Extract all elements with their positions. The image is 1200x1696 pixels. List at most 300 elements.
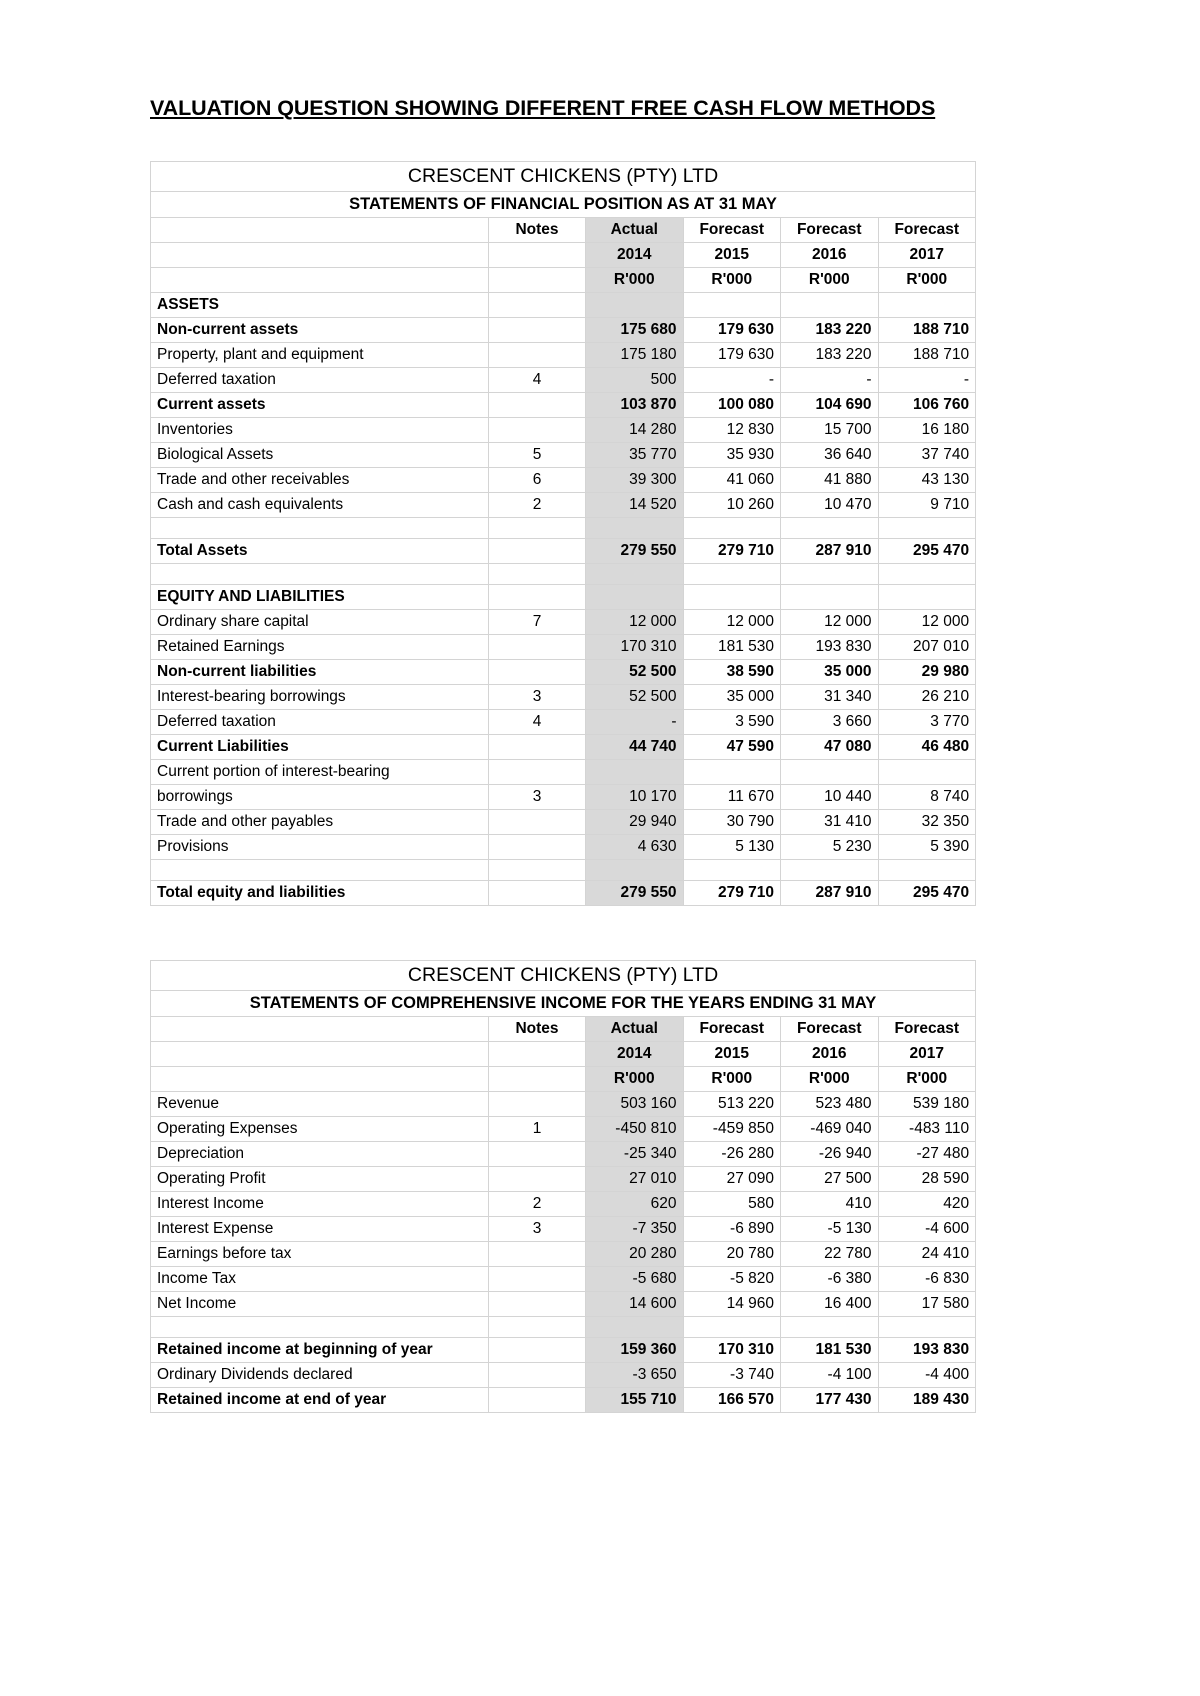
soci-row-notes xyxy=(489,1242,586,1267)
sofp-row-label: ASSETS xyxy=(151,293,489,318)
table-row xyxy=(151,710,976,735)
sofp-cell-2017 xyxy=(878,293,976,318)
soci-cell-2015 xyxy=(683,1317,781,1338)
sofp-cell-2014: - xyxy=(586,710,684,735)
sofp-cell-2014 xyxy=(586,293,684,318)
soci-row-label: Depreciation xyxy=(151,1142,489,1167)
soci-cell-2016: 22 780 xyxy=(781,1242,879,1267)
table-row xyxy=(151,1242,976,1267)
sofp-row-notes xyxy=(489,760,586,785)
sofp-cell-2014 xyxy=(586,518,684,539)
soci-cell-2017: -483 110 xyxy=(878,1117,976,1142)
sofp-cell-2015: 35 930 xyxy=(683,443,781,468)
soci-cell-2016: -4 100 xyxy=(781,1363,879,1388)
table-row xyxy=(151,1092,976,1117)
sofp-cell-2016 xyxy=(781,564,879,585)
sofp-header-col2-year: 2015 xyxy=(683,243,781,268)
soci-cell-2016: -469 040 xyxy=(781,1117,879,1142)
sofp-cell-2014: 4 630 xyxy=(586,835,684,860)
soci-cell-2014: 620 xyxy=(586,1192,684,1217)
sofp-row-notes xyxy=(489,564,586,585)
sofp-row-label: Property, plant and equipment xyxy=(151,343,489,368)
soci-cell-2014: -450 810 xyxy=(586,1117,684,1142)
sofp-row-notes: 5 xyxy=(489,443,586,468)
sofp-cell-2017: 29 980 xyxy=(878,660,976,685)
statement-of-comprehensive-income-table xyxy=(150,960,976,1413)
sofp-row-notes xyxy=(489,860,586,881)
soci-header-kind-row xyxy=(151,1017,976,1042)
sofp-cell-2015 xyxy=(683,564,781,585)
sofp-header-col3-year: 2016 xyxy=(781,243,879,268)
soci-cell-2017: -27 480 xyxy=(878,1142,976,1167)
sofp-cell-2014 xyxy=(586,564,684,585)
sofp-cell-2017: 16 180 xyxy=(878,418,976,443)
sofp-cell-2015: 279 710 xyxy=(683,881,781,906)
sofp-cell-2015: 12 830 xyxy=(683,418,781,443)
sofp-row-notes xyxy=(489,881,586,906)
soci-row-notes xyxy=(489,1267,586,1292)
sofp-row-label: Trade and other payables xyxy=(151,810,489,835)
sofp-row-label: Total equity and liabilities xyxy=(151,881,489,906)
sofp-cell-2016: 287 910 xyxy=(781,881,879,906)
soci-cell-2015: 170 310 xyxy=(683,1338,781,1363)
soci-cell-2016: 16 400 xyxy=(781,1292,879,1317)
sofp-header-blank xyxy=(489,268,586,293)
sofp-row-notes xyxy=(489,635,586,660)
soci-cell-2014: 159 360 xyxy=(586,1338,684,1363)
sofp-cell-2015: 279 710 xyxy=(683,539,781,564)
sofp-cell-2015: 41 060 xyxy=(683,468,781,493)
soci-cell-2014: 155 710 xyxy=(586,1388,684,1413)
table-row xyxy=(151,1338,976,1363)
sofp-cell-2015: 100 080 xyxy=(683,393,781,418)
soci-cell-2016: 177 430 xyxy=(781,1388,879,1413)
sofp-row-notes xyxy=(489,293,586,318)
sofp-header-units-row xyxy=(151,268,976,293)
table-row xyxy=(151,418,976,443)
soci-cell-2016: 27 500 xyxy=(781,1167,879,1192)
table-row xyxy=(151,1363,976,1388)
sofp-header-col4-year: 2017 xyxy=(878,243,976,268)
soci-cell-2014: 503 160 xyxy=(586,1092,684,1117)
sofp-cell-2017: 5 390 xyxy=(878,835,976,860)
sofp-cell-2016: - xyxy=(781,368,879,393)
table-row xyxy=(151,293,976,318)
soci-cell-2014: -25 340 xyxy=(586,1142,684,1167)
sofp-header-col2-kind: Forecast xyxy=(683,218,781,243)
sofp-cell-2017: 106 760 xyxy=(878,393,976,418)
sofp-header-col2-units: R'000 xyxy=(683,268,781,293)
soci-cell-2015: 580 xyxy=(683,1192,781,1217)
soci-cell-2017: 189 430 xyxy=(878,1388,976,1413)
sofp-cell-2015 xyxy=(683,585,781,610)
sofp-cell-2016 xyxy=(781,293,879,318)
soci-row-label xyxy=(151,1317,489,1338)
sofp-cell-2014: 175 680 xyxy=(586,318,684,343)
sofp-cell-2016: 104 690 xyxy=(781,393,879,418)
soci-subtitle-row xyxy=(151,991,976,1017)
soci-cell-2017: 17 580 xyxy=(878,1292,976,1317)
sofp-cell-2017: 295 470 xyxy=(878,881,976,906)
sofp-header-col1-year: 2014 xyxy=(586,243,684,268)
table-row xyxy=(151,1267,976,1292)
sofp-cell-2016 xyxy=(781,860,879,881)
sofp-cell-2017: 12 000 xyxy=(878,610,976,635)
sofp-cell-2016: 35 000 xyxy=(781,660,879,685)
sofp-cell-2016: 5 230 xyxy=(781,835,879,860)
sofp-cell-2016: 10 470 xyxy=(781,493,879,518)
soci-header-col2-year: 2015 xyxy=(683,1042,781,1067)
soci-header-blank xyxy=(489,1067,586,1092)
sofp-row-label: Cash and cash equivalents xyxy=(151,493,489,518)
sofp-cell-2014 xyxy=(586,760,684,785)
soci-cell-2017: 420 xyxy=(878,1192,976,1217)
sofp-cell-2015: 12 000 xyxy=(683,610,781,635)
sofp-cell-2016: 183 220 xyxy=(781,343,879,368)
sofp-row-label: Provisions xyxy=(151,835,489,860)
soci-header-blank xyxy=(151,1042,489,1067)
sofp-row-label xyxy=(151,860,489,881)
sofp-row-notes: 4 xyxy=(489,368,586,393)
sofp-cell-2017: 43 130 xyxy=(878,468,976,493)
soci-header-notes: Notes xyxy=(489,1017,586,1042)
sofp-cell-2017: 8 740 xyxy=(878,785,976,810)
sofp-subtitle-row xyxy=(151,192,976,218)
sofp-header-blank xyxy=(151,268,489,293)
table-row xyxy=(151,318,976,343)
sofp-cell-2017: 3 770 xyxy=(878,710,976,735)
sofp-cell-2017 xyxy=(878,518,976,539)
sofp-row-notes: 2 xyxy=(489,493,586,518)
soci-row-label: Income Tax xyxy=(151,1267,489,1292)
sofp-cell-2014 xyxy=(586,585,684,610)
sofp-cell-2015: - xyxy=(683,368,781,393)
soci-cell-2017: -6 830 xyxy=(878,1267,976,1292)
sofp-header-col4-kind: Forecast xyxy=(878,218,976,243)
table-row xyxy=(151,518,976,539)
soci-cell-2015: -26 280 xyxy=(683,1142,781,1167)
table-row xyxy=(151,760,976,785)
soci-row-label: Operating Expenses xyxy=(151,1117,489,1142)
sofp-row-notes xyxy=(489,418,586,443)
table-row xyxy=(151,735,976,760)
soci-cell-2017: 24 410 xyxy=(878,1242,976,1267)
sofp-row-notes xyxy=(489,835,586,860)
soci-title-row xyxy=(151,961,976,991)
table-row xyxy=(151,635,976,660)
table-row xyxy=(151,1167,976,1192)
sofp-header-kind-row xyxy=(151,218,976,243)
sofp-header-col1-units: R'000 xyxy=(586,268,684,293)
sofp-row-label: Inventories xyxy=(151,418,489,443)
soci-header-col2-kind: Forecast xyxy=(683,1017,781,1042)
table-row xyxy=(151,810,976,835)
table-row xyxy=(151,835,976,860)
sofp-row-label xyxy=(151,564,489,585)
soci-cell-2016: -5 130 xyxy=(781,1217,879,1242)
table-row xyxy=(151,443,976,468)
sofp-cell-2014: 35 770 xyxy=(586,443,684,468)
sofp-cell-2015: 179 630 xyxy=(683,318,781,343)
sofp-cell-2016: 183 220 xyxy=(781,318,879,343)
sofp-cell-2014: 500 xyxy=(586,368,684,393)
sofp-header-blank xyxy=(151,243,489,268)
soci-cell-2015: 20 780 xyxy=(683,1242,781,1267)
sofp-row-notes xyxy=(489,810,586,835)
sofp-cell-2015: 10 260 xyxy=(683,493,781,518)
sofp-row-label: Retained Earnings xyxy=(151,635,489,660)
sofp-cell-2014: 14 520 xyxy=(586,493,684,518)
sofp-cell-2017 xyxy=(878,860,976,881)
soci-cell-2015: -6 890 xyxy=(683,1217,781,1242)
table-row xyxy=(151,1217,976,1242)
sofp-cell-2015: 30 790 xyxy=(683,810,781,835)
soci-header-col4-kind: Forecast xyxy=(878,1017,976,1042)
table-row xyxy=(151,1388,976,1413)
soci-cell-2014: 27 010 xyxy=(586,1167,684,1192)
sofp-cell-2015: 11 670 xyxy=(683,785,781,810)
sofp-cell-2014: 14 280 xyxy=(586,418,684,443)
sofp-row-label: borrowings xyxy=(151,785,489,810)
table-row xyxy=(151,860,976,881)
sofp-cell-2017: 32 350 xyxy=(878,810,976,835)
soci-header-col3-kind: Forecast xyxy=(781,1017,879,1042)
soci-header-col3-year: 2016 xyxy=(781,1042,879,1067)
soci-cell-2014: 20 280 xyxy=(586,1242,684,1267)
sofp-cell-2017: 188 710 xyxy=(878,343,976,368)
soci-cell-2016: -26 940 xyxy=(781,1142,879,1167)
sofp-cell-2014: 12 000 xyxy=(586,610,684,635)
sofp-row-label: Non-current assets xyxy=(151,318,489,343)
soci-header-col2-units: R'000 xyxy=(683,1067,781,1092)
soci-header-col1-year: 2014 xyxy=(586,1042,684,1067)
sofp-cell-2015: 47 590 xyxy=(683,735,781,760)
soci-row-notes xyxy=(489,1363,586,1388)
sofp-cell-2015: 5 130 xyxy=(683,835,781,860)
soci-row-notes xyxy=(489,1317,586,1338)
sofp-cell-2017: 37 740 xyxy=(878,443,976,468)
sofp-cell-2015 xyxy=(683,860,781,881)
soci-row-notes: 3 xyxy=(489,1217,586,1242)
sofp-cell-2016: 15 700 xyxy=(781,418,879,443)
sofp-row-label: Current Liabilities xyxy=(151,735,489,760)
soci-header-blank xyxy=(151,1017,489,1042)
soci-cell-2014: -3 650 xyxy=(586,1363,684,1388)
soci-cell-2017: 28 590 xyxy=(878,1167,976,1192)
soci-cell-2015: -5 820 xyxy=(683,1267,781,1292)
sofp-cell-2016: 3 660 xyxy=(781,710,879,735)
soci-row-notes xyxy=(489,1388,586,1413)
soci-row-notes xyxy=(489,1338,586,1363)
table-row xyxy=(151,785,976,810)
section-gap xyxy=(150,906,1050,960)
sofp-row-notes: 4 xyxy=(489,710,586,735)
sofp-row-label: EQUITY AND LIABILITIES xyxy=(151,585,489,610)
soci-row-label: Revenue xyxy=(151,1092,489,1117)
sofp-row-notes xyxy=(489,585,586,610)
sofp-cell-2016 xyxy=(781,585,879,610)
soci-cell-2016 xyxy=(781,1317,879,1338)
sofp-row-notes: 3 xyxy=(489,785,586,810)
sofp-header-col3-kind: Forecast xyxy=(781,218,879,243)
sofp-cell-2016: 287 910 xyxy=(781,539,879,564)
soci-cell-2014: -5 680 xyxy=(586,1267,684,1292)
soci-row-notes xyxy=(489,1092,586,1117)
sofp-cell-2016: 47 080 xyxy=(781,735,879,760)
table-row xyxy=(151,1317,976,1338)
sofp-row-notes xyxy=(489,393,586,418)
sofp-row-label: Current assets xyxy=(151,393,489,418)
sofp-row-label: Non-current liabilities xyxy=(151,660,489,685)
soci-cell-2015: -3 740 xyxy=(683,1363,781,1388)
sofp-cell-2015: 35 000 xyxy=(683,685,781,710)
table-row xyxy=(151,1292,976,1317)
sofp-row-notes: 3 xyxy=(489,685,586,710)
table-row xyxy=(151,881,976,906)
soci-cell-2015: 27 090 xyxy=(683,1167,781,1192)
sofp-cell-2014: 29 940 xyxy=(586,810,684,835)
sofp-cell-2015 xyxy=(683,760,781,785)
table-row xyxy=(151,343,976,368)
soci-row-notes xyxy=(489,1142,586,1167)
sofp-row-label: Interest-bearing borrowings xyxy=(151,685,489,710)
sofp-cell-2017 xyxy=(878,564,976,585)
sofp-row-notes xyxy=(489,343,586,368)
soci-header-blank xyxy=(151,1067,489,1092)
sofp-header-col1-kind: Actual xyxy=(586,218,684,243)
soci-row-notes xyxy=(489,1292,586,1317)
sofp-cell-2016: 36 640 xyxy=(781,443,879,468)
soci-cell-2014: 14 600 xyxy=(586,1292,684,1317)
sofp-row-label: Total Assets xyxy=(151,539,489,564)
table-row xyxy=(151,539,976,564)
soci-cell-2014 xyxy=(586,1317,684,1338)
sofp-cell-2014: 52 500 xyxy=(586,660,684,685)
sofp-cell-2017: 46 480 xyxy=(878,735,976,760)
soci-cell-2016: -6 380 xyxy=(781,1267,879,1292)
sofp-cell-2016: 41 880 xyxy=(781,468,879,493)
soci-header-col1-kind: Actual xyxy=(586,1017,684,1042)
sofp-cell-2014: 52 500 xyxy=(586,685,684,710)
sofp-cell-2014 xyxy=(586,860,684,881)
soci-row-label: Ordinary Dividends declared xyxy=(151,1363,489,1388)
soci-row-notes: 1 xyxy=(489,1117,586,1142)
soci-row-notes xyxy=(489,1167,586,1192)
soci-header-col1-units: R'000 xyxy=(586,1067,684,1092)
sofp-cell-2014: 279 550 xyxy=(586,539,684,564)
soci-cell-2014: -7 350 xyxy=(586,1217,684,1242)
sofp-cell-2014: 44 740 xyxy=(586,735,684,760)
soci-subtitle: STATEMENTS OF COMPREHENSIVE INCOME FOR THE YEARS ENDING 31 MAY xyxy=(151,991,976,1017)
sofp-cell-2016: 10 440 xyxy=(781,785,879,810)
soci-cell-2016: 523 480 xyxy=(781,1092,879,1117)
table-row xyxy=(151,393,976,418)
sofp-row-notes xyxy=(489,318,586,343)
table-row xyxy=(151,685,976,710)
sofp-cell-2014: 170 310 xyxy=(586,635,684,660)
soci-cell-2015: 14 960 xyxy=(683,1292,781,1317)
sofp-row-label: Ordinary share capital xyxy=(151,610,489,635)
sofp-row-label: Current portion of interest-bearing xyxy=(151,760,489,785)
table-row xyxy=(151,1117,976,1142)
soci-row-label: Net Income xyxy=(151,1292,489,1317)
soci-header-year-row xyxy=(151,1042,976,1067)
sofp-cell-2016: 31 340 xyxy=(781,685,879,710)
sofp-cell-2017 xyxy=(878,585,976,610)
soci-header-col4-units: R'000 xyxy=(878,1067,976,1092)
sofp-cell-2017: 26 210 xyxy=(878,685,976,710)
sofp-cell-2015: 181 530 xyxy=(683,635,781,660)
table-row xyxy=(151,585,976,610)
sofp-row-notes xyxy=(489,539,586,564)
soci-cell-2015: -459 850 xyxy=(683,1117,781,1142)
sofp-cell-2015: 179 630 xyxy=(683,343,781,368)
soci-cell-2017 xyxy=(878,1317,976,1338)
sofp-company-name: CRESCENT CHICKENS (PTY) LTD xyxy=(151,162,976,192)
sofp-row-label: Deferred taxation xyxy=(151,710,489,735)
soci-row-label: Earnings before tax xyxy=(151,1242,489,1267)
sofp-cell-2015: 38 590 xyxy=(683,660,781,685)
table-row xyxy=(151,368,976,393)
sofp-row-notes xyxy=(489,735,586,760)
sofp-row-notes: 6 xyxy=(489,468,586,493)
sofp-header-col3-units: R'000 xyxy=(781,268,879,293)
soci-cell-2016: 410 xyxy=(781,1192,879,1217)
soci-header-blank xyxy=(489,1042,586,1067)
soci-cell-2015: 166 570 xyxy=(683,1388,781,1413)
sofp-cell-2015 xyxy=(683,293,781,318)
soci-row-label: Operating Profit xyxy=(151,1167,489,1192)
sofp-cell-2017: 188 710 xyxy=(878,318,976,343)
sofp-cell-2014: 10 170 xyxy=(586,785,684,810)
sofp-header-year-row xyxy=(151,243,976,268)
soci-header-col3-units: R'000 xyxy=(781,1067,879,1092)
sofp-cell-2017: - xyxy=(878,368,976,393)
table-row xyxy=(151,610,976,635)
soci-company-name: CRESCENT CHICKENS (PTY) LTD xyxy=(151,961,976,991)
sofp-header-notes: Notes xyxy=(489,218,586,243)
sofp-row-notes xyxy=(489,518,586,539)
soci-cell-2016: 181 530 xyxy=(781,1338,879,1363)
soci-header-col4-year: 2017 xyxy=(878,1042,976,1067)
sofp-row-label: Trade and other receivables xyxy=(151,468,489,493)
soci-cell-2017: -4 600 xyxy=(878,1217,976,1242)
sofp-row-notes: 7 xyxy=(489,610,586,635)
soci-header-units-row xyxy=(151,1067,976,1092)
sofp-header-blank xyxy=(489,243,586,268)
table-row xyxy=(151,660,976,685)
sofp-cell-2017: 9 710 xyxy=(878,493,976,518)
sofp-cell-2014: 103 870 xyxy=(586,393,684,418)
table-row xyxy=(151,493,976,518)
sofp-cell-2017 xyxy=(878,760,976,785)
sofp-cell-2014: 39 300 xyxy=(586,468,684,493)
sofp-cell-2017: 207 010 xyxy=(878,635,976,660)
soci-row-notes: 2 xyxy=(489,1192,586,1217)
soci-cell-2017: 539 180 xyxy=(878,1092,976,1117)
sofp-row-label: Biological Assets xyxy=(151,443,489,468)
sofp-cell-2016: 12 000 xyxy=(781,610,879,635)
sofp-header-col4-units: R'000 xyxy=(878,268,976,293)
soci-row-label: Retained income at end of year xyxy=(151,1388,489,1413)
sofp-cell-2015 xyxy=(683,518,781,539)
sofp-row-label xyxy=(151,518,489,539)
sofp-header-blank xyxy=(151,218,489,243)
soci-cell-2017: 193 830 xyxy=(878,1338,976,1363)
soci-row-label: Interest Income xyxy=(151,1192,489,1217)
sofp-cell-2014: 279 550 xyxy=(586,881,684,906)
sofp-row-label: Deferred taxation xyxy=(151,368,489,393)
